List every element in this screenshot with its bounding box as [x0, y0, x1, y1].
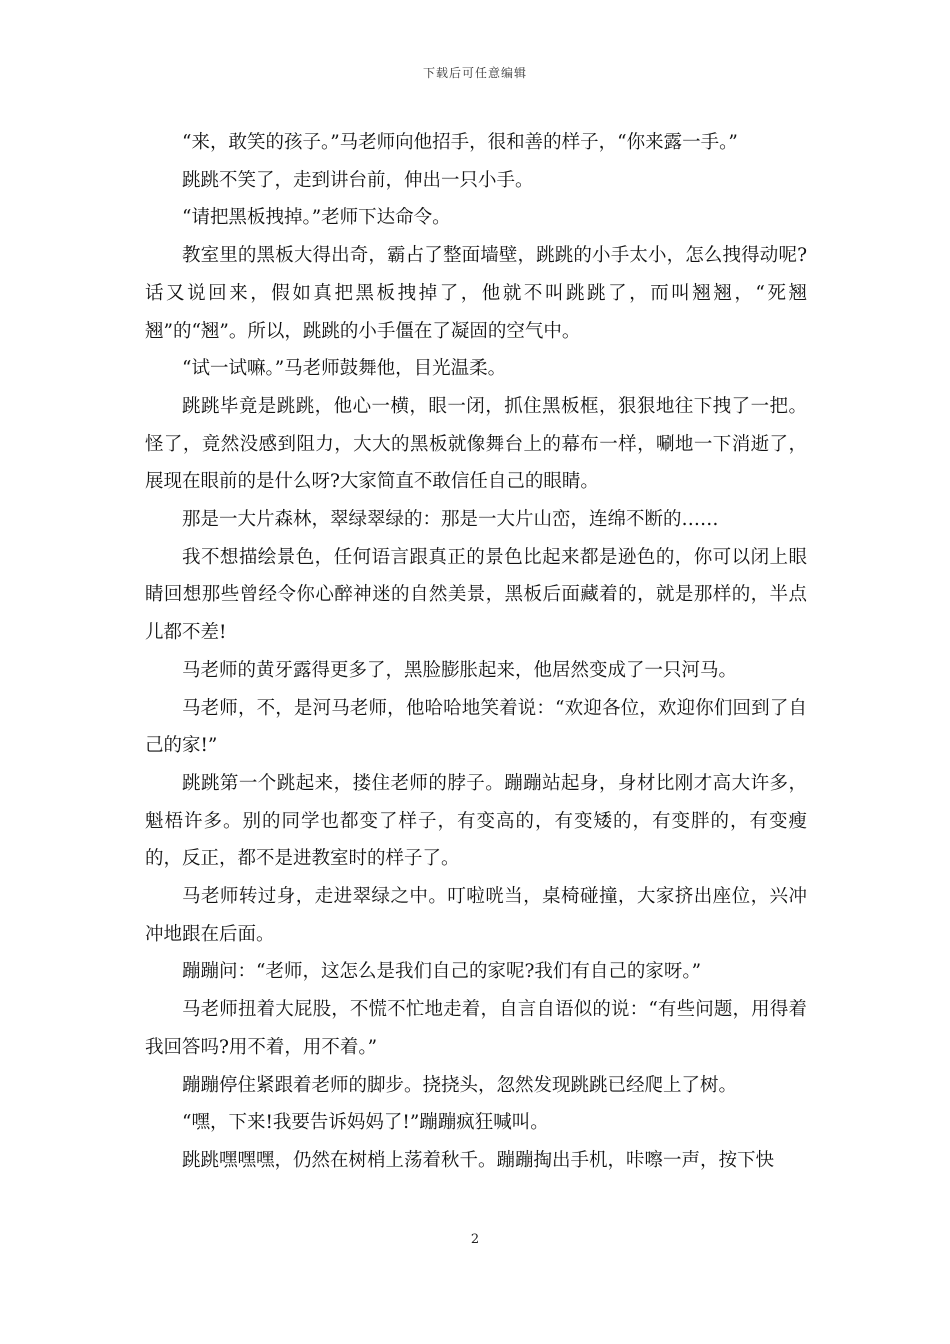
paragraph: 蹦蹦停住紧跟着老师的脚步。挠挠头，忽然发现跳跳已经爬上了树。 [182, 1074, 738, 1096]
paragraph: 马老师转过身，走进翠绿之中。叮啦咣当，桌椅碰撞，大家挤出座位，兴冲冲地跟在后面。 [145, 886, 807, 945]
paragraph: 马老师，不，是河马老师，他哈哈地笑着说：“欢迎各位，欢迎你们回到了自己的家!” [145, 697, 807, 757]
paragraph: “来，敢笑的孩子。”马老师向他招手，很和善的样子，“你来露一手。” [182, 132, 738, 153]
paragraph: 跳跳毕竟是跳跳，他心一横，眼一闭，抓住黑板框，狠狠地往下拽了一把。怪了，竟然没感到阻力，大大的黑板就像舞台上的幕布一样，唰地一下消逝了，展现在眼前的是什么呀?大家简直不敢信任自己的眼睛。 [145, 395, 807, 493]
paragraph: 马老师的黄牙露得更多了，黑脸膨胀起来，他居然变成了一只河马。 [182, 659, 738, 681]
paragraph: 跳跳第一个跳起来，搂住老师的脖子。蹦蹦站起身，身材比刚才高大许多，魁梧许多。别的同学也都变了样子，有变高的，有变矮的，有变胖的，有变瘦的，反正，都不是进教室时的样子了。 [145, 772, 807, 870]
page-header: 下载后可任意编辑 [422, 66, 527, 80]
page-number: 2 [470, 1232, 480, 1247]
paragraph: 教室里的黑板大得出奇，霸占了整面墙壁，跳跳的小手太小，怎么拽得动呢?话又说回来，假如真把黑板拽掉了，他就不叫跳跳了，而叫翘翘，“死翘翘”的“翘”。所以，跳跳的小手僵在了凝固的空气中。 [145, 245, 807, 342]
paragraph: 蹦蹦问：“老师，这怎么是我们自己的家呢?我们有自己的家呀。” [182, 961, 702, 983]
document-body [145, 124, 807, 1180]
paragraph: 跳跳嘿嘿嘿，仍然在树梢上荡着秋千。蹦蹦掏出手机，咔嚓一声，按下快 [182, 1149, 775, 1171]
paragraph: 我不想描绘景色，任何语言跟真正的景色比起来都是逊色的，你可以闭上眼睛回想那些曾经令你心醉神迷的自然美景，黑板后面藏着的，就是那样的，半点儿都不差! [145, 546, 807, 644]
paragraph: 跳跳不笑了，走到讲台前，伸出一只小手。 [182, 169, 534, 191]
paragraph: “试一试嘛。”马老师鼓舞他，目光温柔。 [182, 358, 507, 380]
paragraph: “请把黑板拽掉。”老师下达命令。 [182, 207, 451, 229]
paragraph: 那是一大片森林，翠绿翠绿的：那是一大片山峦，连绵不断的…… [182, 509, 719, 531]
paragraph: “嘿，下来!我要告诉妈妈了!”蹦蹦疯狂喊叫。 [182, 1112, 549, 1134]
paragraph: 马老师扭着大屁股，不慌不忙地走着，自言自语似的说：“有些问题，用得着我回答吗?用不着，用不着。” [145, 999, 807, 1058]
